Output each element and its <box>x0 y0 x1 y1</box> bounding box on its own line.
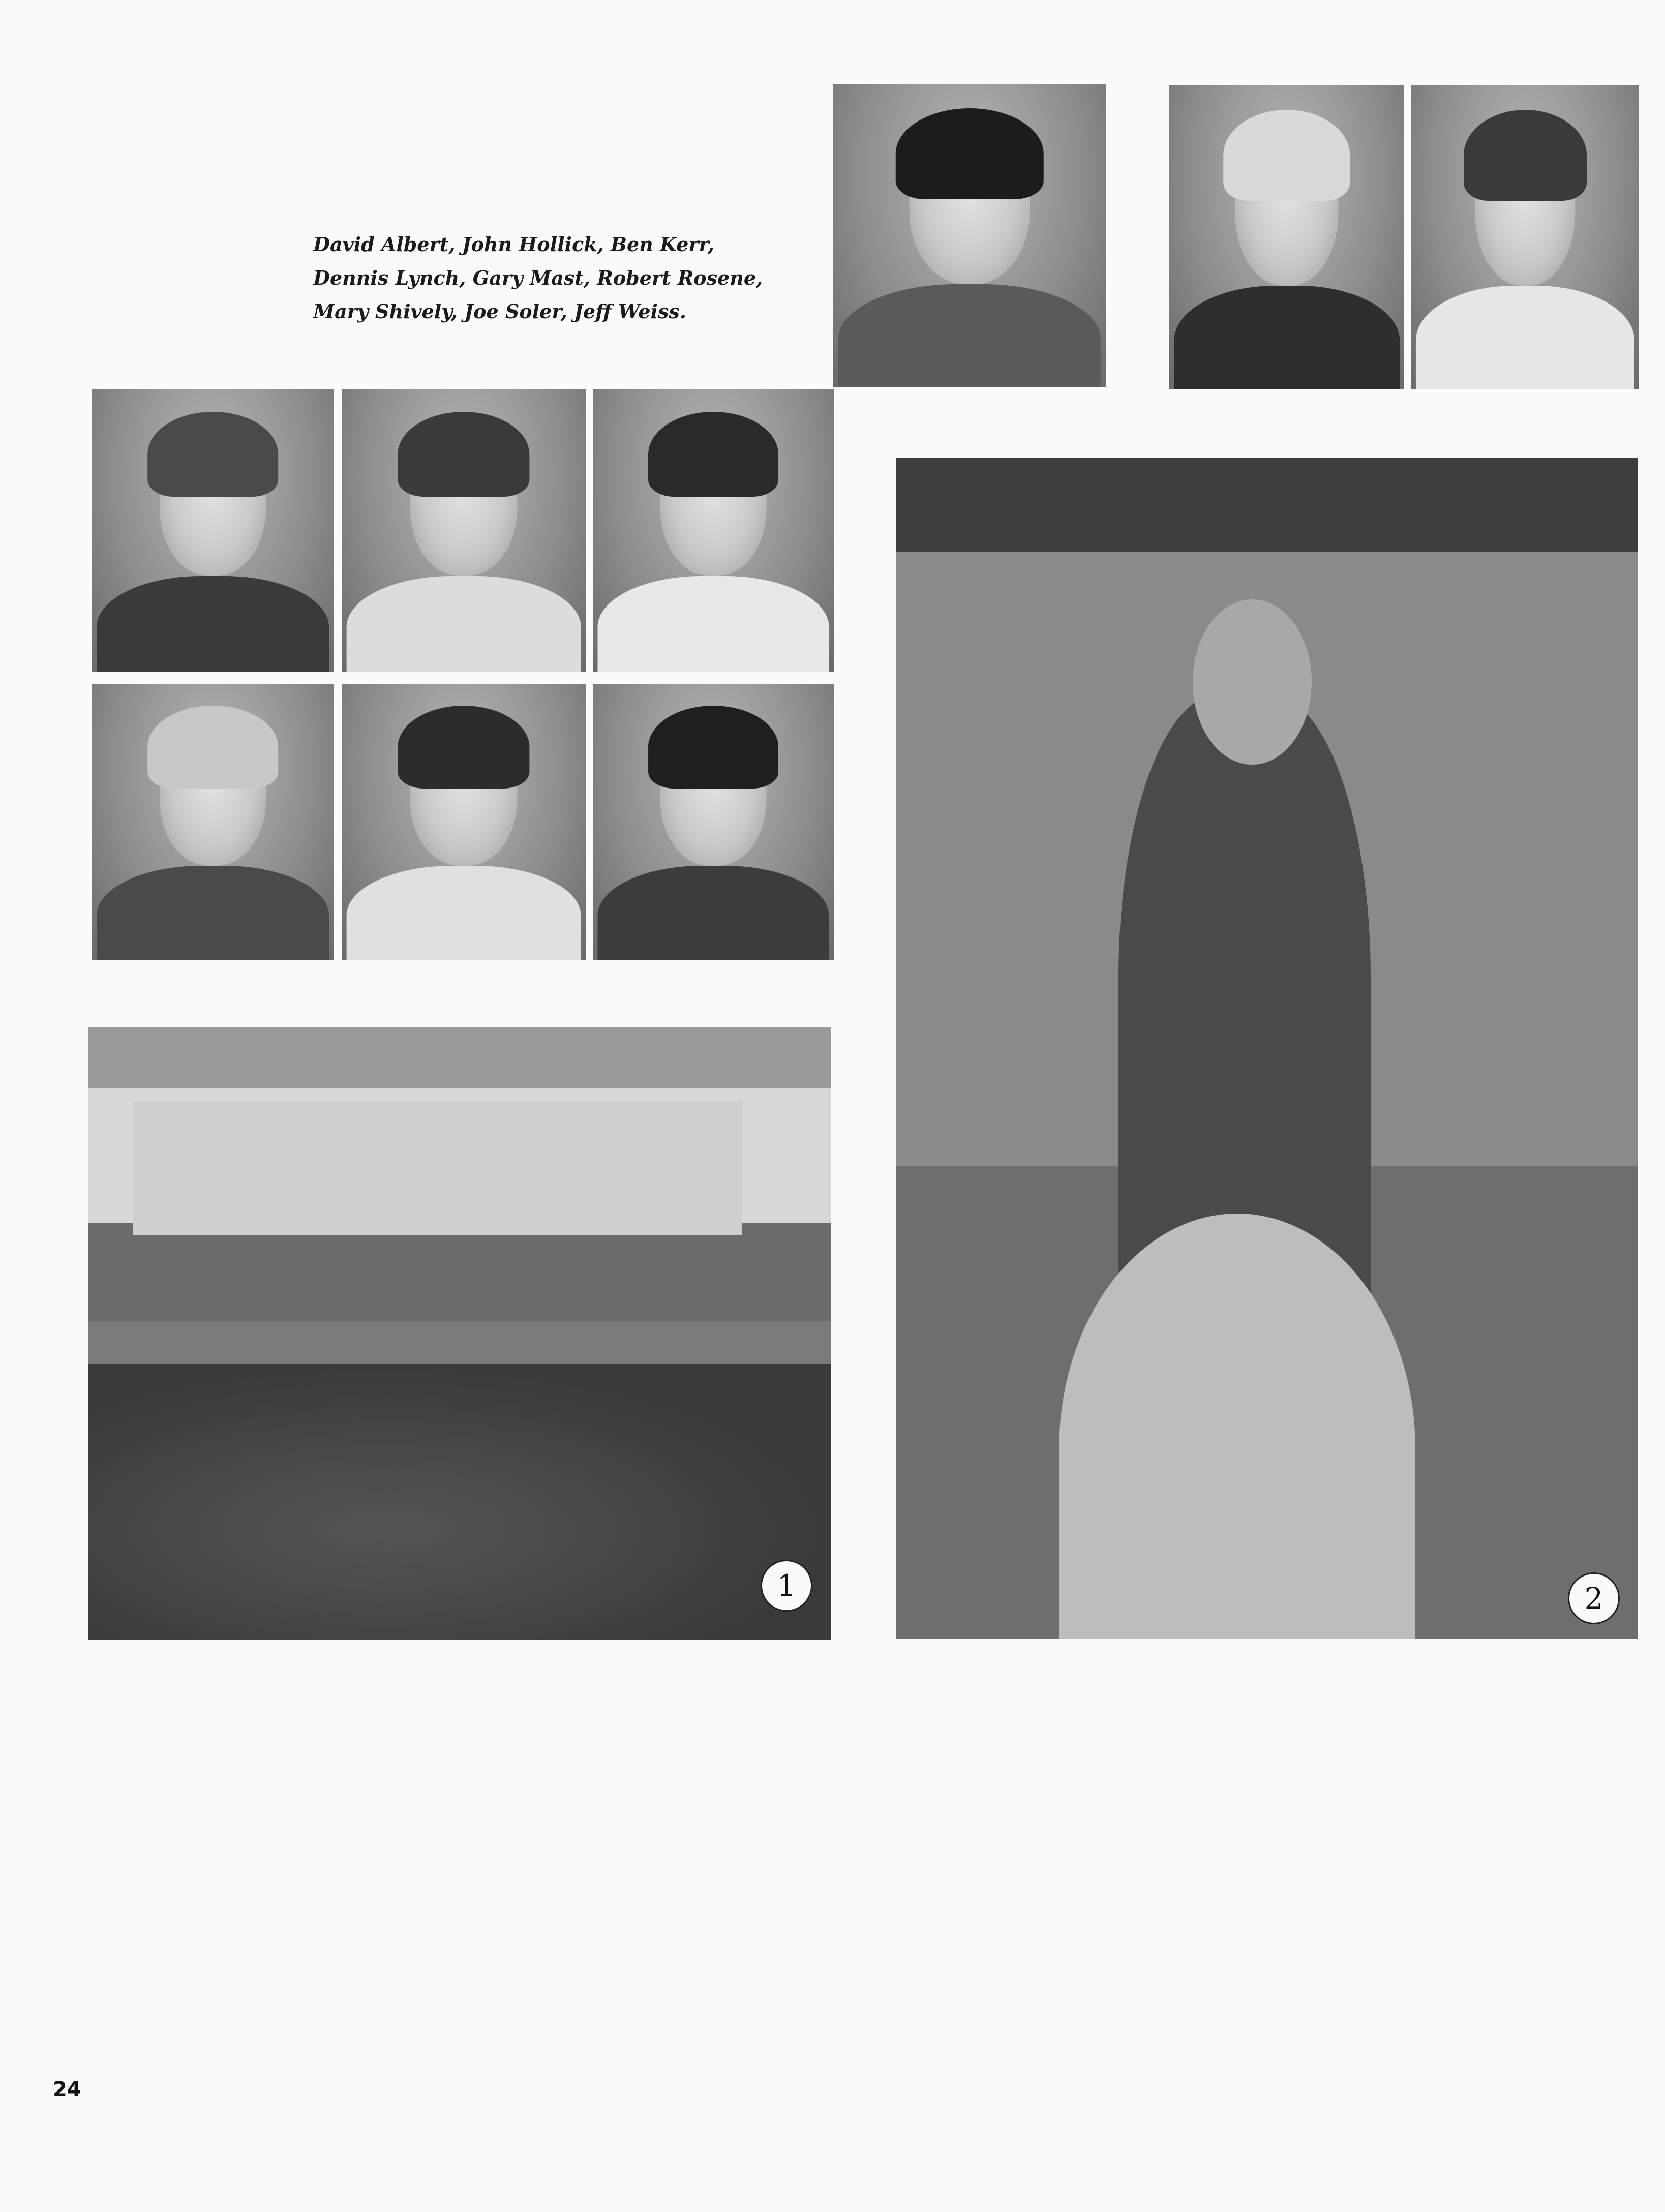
portrait-grid-4 <box>92 684 334 960</box>
portrait-grid-3 <box>593 389 834 672</box>
caption-line-2: Dennis Lynch, Gary Mast, Robert Rosene, <box>313 266 763 289</box>
page-number: 24 <box>53 2078 81 2101</box>
portrait-grid-1 <box>92 389 334 672</box>
portrait-top-2 <box>1169 85 1404 389</box>
portrait-top-3 <box>1411 85 1639 389</box>
portrait-grid-2 <box>342 389 586 672</box>
faculty-caption <box>313 228 771 328</box>
speaker-photo <box>896 458 1638 1639</box>
photo-number-2-badge: 2 <box>1568 1572 1620 1624</box>
caption-line-3: Mary Shively, Joe Soler, Jeff Weiss. <box>313 300 686 323</box>
classroom-photo <box>88 1027 831 1640</box>
portrait-top-1 <box>833 84 1106 387</box>
caption-line-1: David Albert, John Hollick, Ben Kerr, <box>313 233 714 256</box>
portrait-grid-5 <box>342 684 586 960</box>
portrait-grid-6 <box>593 684 834 960</box>
photo-number-1-badge: 1 <box>761 1560 812 1612</box>
